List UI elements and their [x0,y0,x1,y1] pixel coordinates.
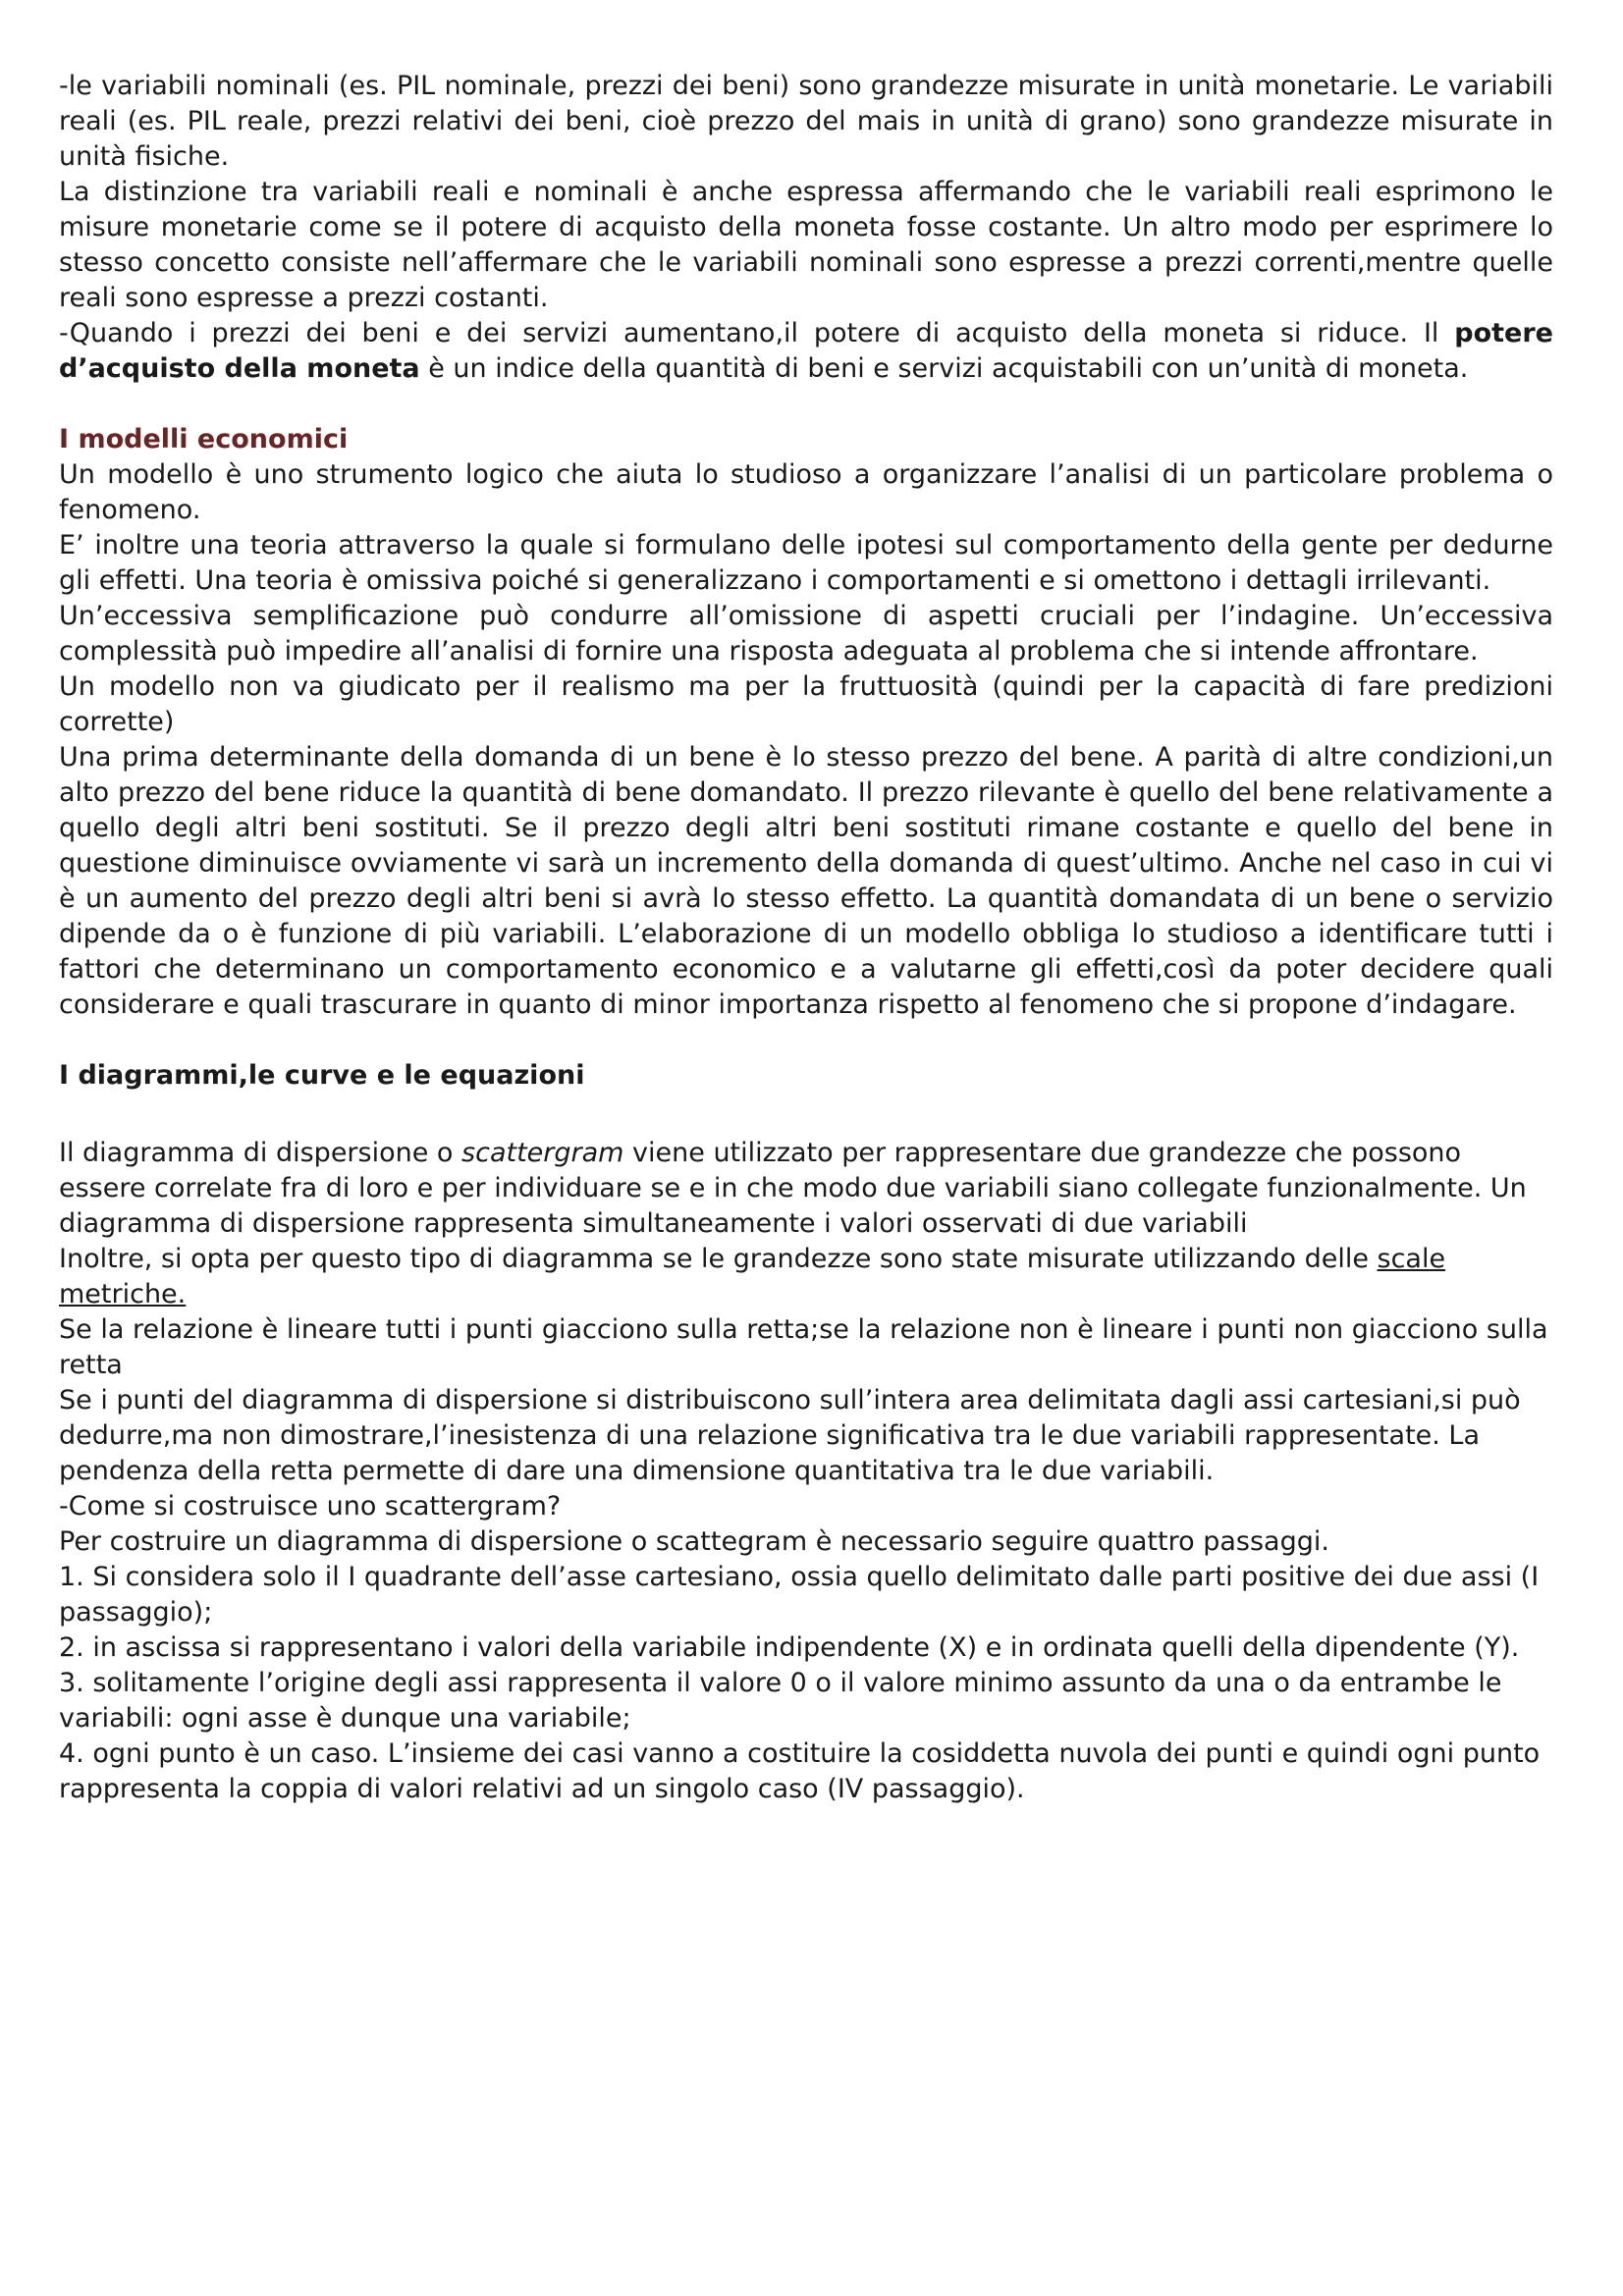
paragraph-purchasing-power: -Quando i prezzi dei beni e dei servizi aumentano,il potere di acquisto della moneta si riduce. Il potere d’acquisto della moneta è un indice della quantità di beni e servizi acquistabili con un’unità di moneta. [59,318,1553,384]
paragraph-metric-scales: Inoltre, si opta per questo tipo di diagramma se le grandezze sono state misurate utilizzando delle scale metriche. [59,1244,1446,1309]
paragraph-demand: Una prima determinante della domanda di un bene è lo stesso prezzo del bene. A parità di altre condizioni,un alto prezzo del bene riduce la quantità di bene domandato. Il prezzo rilevante è quello del bene relativamente a quello degli altri beni sostituti. Se il prezzo degli altri beni sostituti rimane costante e quello del bene in questione diminuisce ovviamente vi sarà un incremento della domanda di quest’ultimo. Anche nel caso in cui vi è un aumento del prezzo degli altri beni si avrà lo stesso effetto. La quantità domandata di un bene o servizio dipende da o è funzione di più variabili. L’elaborazione di un modello obbliga lo studioso a identificare tutti i fattori che determinano un comportamento economico e a valutarne gli effetti,così da poter decidere quali considerare e quali trascurare in quanto di minor importanza rispetto al fenomeno che si propone d’indagare. [59,742,1553,1020]
paragraph-nominal-real: -le variabili nominali (es. PIL nominale, prezzi dei beni) sono grandezze misurate in unità monetarie. Le variabili reali (es. PIL reale, prezzi relativi dei beni, cioè prezzo del mais in unità di grano) sono grandezze misurate in unità fisiche. [59,71,1553,172]
document-page [59,69,1553,1807]
spacer [59,1023,1553,1058]
spacer [59,387,1553,422]
spacer [59,1094,1553,1136]
paragraph-question: -Come si costruisce uno scattergram? [59,1491,562,1522]
paragraph-dispersion: Se i punti del diagramma di dispersione si distribuiscono sull’intera area delimitata dagli assi cartesiani,si può dedurre,ma non dimostrare,l’inesistenza di una relazione significativa tra le due variabili rappresentate. La pendenza della retta permette di dare una dimensione quantitativa tra le due variabili. [59,1385,1521,1486]
paragraph-steps-intro: Per costruire un diagramma di dispersione o scattegram è necessario seguire quattro passaggi. [59,1526,1329,1557]
list-item: 1. Si considera solo il I quadrante dell’asse cartesiano, ossia quello delimitato dalle parti positive dei due assi (I passaggio); [59,1562,1540,1628]
paragraph-fruitfulness: Un modello non va giudicato per il realismo ma per la fruttuosità (quindi per la capacità di fare predizioni corrette) [59,671,1553,737]
section-heading-models: I modelli economici [59,424,349,454]
italic-term: scattergram [461,1138,624,1168]
paragraph-scattergram: Il diagramma di dispersione o scattergram viene utilizzato per rappresentare due grandezze che possono essere correlate fra di loro e per individuare se e in che modo due variabili siano collegate funzionalmente. Un diagramma di dispersione rappresenta simultaneamente i valori osservati di due variabili [59,1138,1527,1239]
section-heading-diagrams: I diagrammi,le curve e le equazioni [59,1060,585,1091]
paragraph-simplification: Un’eccessiva semplificazione può condurre all’omissione di aspetti cruciali per l’indagine. Un’eccessiva complessità può impedire all’analisi di fornire una risposta adeguata al problema che si intende affrontare. [59,601,1553,667]
list-item: 2. in ascissa si rappresentano i valori della variabile indipendente (X) e in ordinata quelli della dipendente (Y). [59,1632,1520,1663]
bold-term: potere d’acquisto della moneta [59,318,1553,384]
paragraph-theory: E’ inoltre una teoria attraverso la quale si formulano delle ipotesi sul comportamento della gente per dedurne gli effetti. Una teoria è omissiva poiché si generalizzano i comportamenti e si omettono i dettagli irrilevanti. [59,530,1553,596]
paragraph-distinction: La distinzione tra variabili reali e nominali è anche espressa affermando che le variabili reali esprimono le misure monetarie come se il potere di acquisto della moneta fosse costante. Un altro modo per esprimere lo stesso concetto consiste nell’affermare che le variabili nominali sono espresse a prezzi correnti,mentre quelle reali sono espresse a prezzi costanti. [59,177,1553,313]
list-item: 3. solitamente l’origine degli assi rappresenta il valore 0 o il valore minimo assunto da una o da entrambe le variabili: ogni asse è dunque una variabile; [59,1668,1502,1734]
list-item: 4. ogni punto è un caso. L’insieme dei casi vanno a costituire la cosiddetta nuvola dei punti e quindi ogni punto rappresenta la coppia di valori relativi ad un singolo caso (IV passaggio). [59,1738,1541,1804]
paragraph-model-definition: Un modello è uno strumento logico che aiuta lo studioso a organizzare l’analisi di un particolare problema o fenomeno. [59,459,1553,525]
underlined-term: scale metriche. [59,1244,1446,1309]
paragraph-linear-relation: Se la relazione è lineare tutti i punti giacciono sulla retta;se la relazione non è lineare i punti non giacciono sulla retta [59,1314,1548,1380]
